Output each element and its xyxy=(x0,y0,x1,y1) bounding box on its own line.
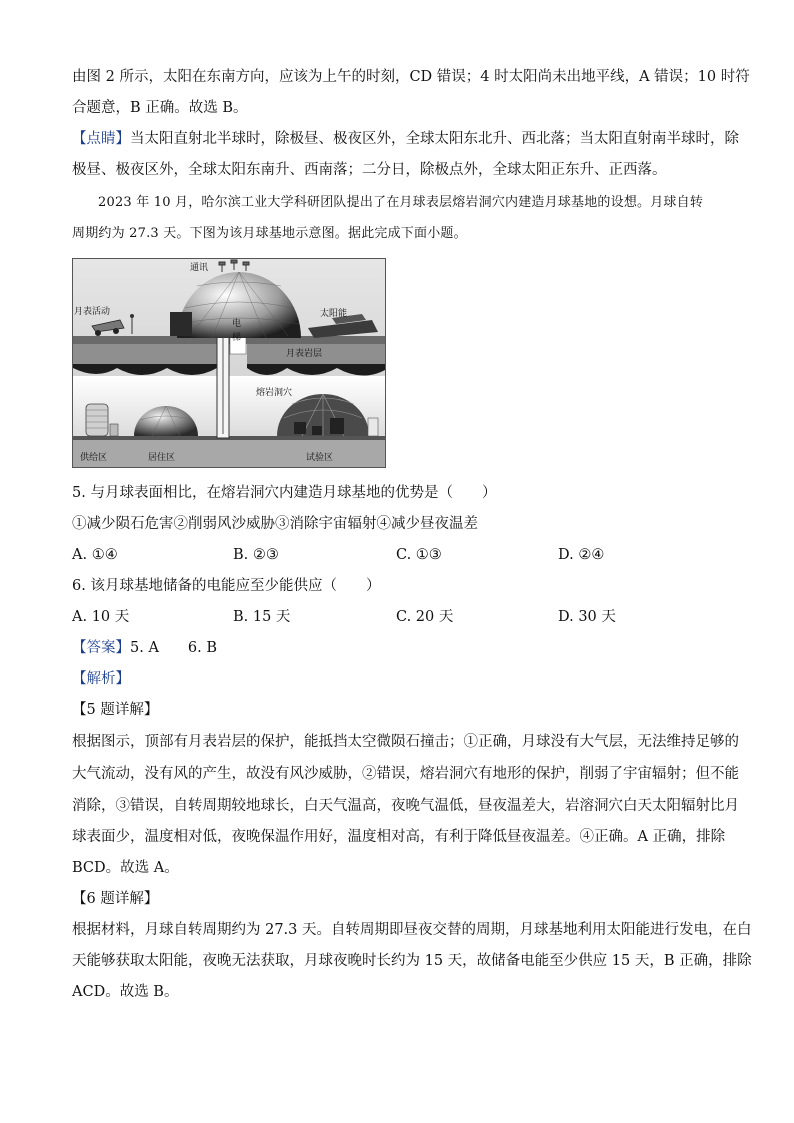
detail6-tag: 【6 题详解】 xyxy=(72,891,159,907)
answer-line xyxy=(72,638,732,658)
detail5-line: 大气流动，没有风的产生，故没有风沙威胁，②错误，熔岩洞穴有地形的保护，削弱了宇宙辐射；但不能 xyxy=(72,766,739,782)
q6-option-a: A. 10 天 xyxy=(72,609,130,625)
detail6-line: 根据材料，月球自转周期约为 27.3 天。自转周期即昼夜交替的周期，月球基地利用太阳能进行发电，在白 xyxy=(72,922,752,938)
answer-text: 5. A 6. B xyxy=(130,640,218,656)
label-comm: 通讯 xyxy=(190,263,209,273)
detail5-line: 球表面少，温度相对低，夜晚保温作用好，温度相对高，有利于降低昼夜温差。④正确。A 正确，排除 xyxy=(72,829,726,845)
label-surface-activity: 月表活动 xyxy=(74,307,111,317)
label-solar: 太阳能 xyxy=(320,309,348,319)
analysis-tag: 【解析】 xyxy=(72,671,130,687)
label-test: 试验区 xyxy=(306,453,334,463)
q6-option-c: C. 20 天 xyxy=(396,609,454,625)
q6-stem: 6. 该月球基地储备的电能应至少能供应（ ） xyxy=(72,578,381,594)
label-supply: 供给区 xyxy=(80,453,108,463)
label-elevator-1: 电 xyxy=(232,319,242,329)
material-intro: 周期约为 27.3 天。下图为该月球基地示意图。据此完成下面小题。 xyxy=(72,226,467,241)
tip-text: 当太阳直射北半球时，除极昼、极夜区外，全球太阳东北升、西北落；当太阳直射南半球时，除 xyxy=(130,131,739,147)
q5-option-d: D. ②④ xyxy=(558,547,605,563)
detail5-line: 消除，③错误，自转周期较地球长，白天气温高，夜晚气温低，昼夜温差大，岩溶洞穴白天太阳辐射比月 xyxy=(72,798,739,814)
label-living: 居住区 xyxy=(148,453,176,463)
text-line: 极昼、极夜区外，全球太阳东南升、西南落；二分日，除极点外，全球太阳正东升、正西落。 xyxy=(72,162,667,178)
detail5-tag: 【5 题详解】 xyxy=(72,702,159,718)
tip-tag: 【点睛】 xyxy=(72,131,130,147)
moon-base-diagram xyxy=(72,258,386,468)
answer-tag: 【答案】 xyxy=(72,640,130,656)
text-line: 合题意，B 正确。故选 B。 xyxy=(72,100,248,116)
detail6-line: 天能够获取太阳能，夜晚无法获取，月球夜晚时长约为 15 天，故储备电能至少供应 15 天，B 正确，排除 xyxy=(72,953,752,969)
detail5-line: BCD。故选 A。 xyxy=(72,860,179,876)
label-elevator-2: 梯 xyxy=(232,333,242,343)
label-rock-layer: 月表岩层 xyxy=(286,349,323,359)
material-intro: 2023 年 10 月，哈尔滨工业大学科研团队提出了在月球表层熔岩洞穴内建造月球基地的设想。月球自转 xyxy=(98,195,704,210)
detail6-line: ACD。故选 B。 xyxy=(72,984,179,1000)
q6-option-d: D. 30 天 xyxy=(558,609,616,625)
tip-line xyxy=(72,129,739,149)
text-line: 由图 2 所示，太阳在东南方向，应该为上午的时刻，CD 错误；4 时太阳尚未出地平线，A 错误；10 时符 xyxy=(72,69,750,85)
detail5-line: 根据图示，顶部有月表岩层的保护，能抵挡太空微陨石撞击；①正确，月球没有大气层，无法维持足够的 xyxy=(72,734,739,750)
q5-items: ①减少陨石危害②削弱风沙威胁③消除宇宙辐射④减少昼夜温差 xyxy=(72,516,478,532)
q6-option-b: B. 15 天 xyxy=(233,609,291,625)
q5-option-b: B. ②③ xyxy=(233,547,279,563)
label-lava-cave: 熔岩洞穴 xyxy=(256,388,293,398)
q5-option-a: A. ①④ xyxy=(72,547,118,563)
q5-stem: 5. 与月球表面相比，在熔岩洞穴内建造月球基地的优势是（ ） xyxy=(72,485,497,501)
q5-option-c: C. ①③ xyxy=(396,547,442,563)
